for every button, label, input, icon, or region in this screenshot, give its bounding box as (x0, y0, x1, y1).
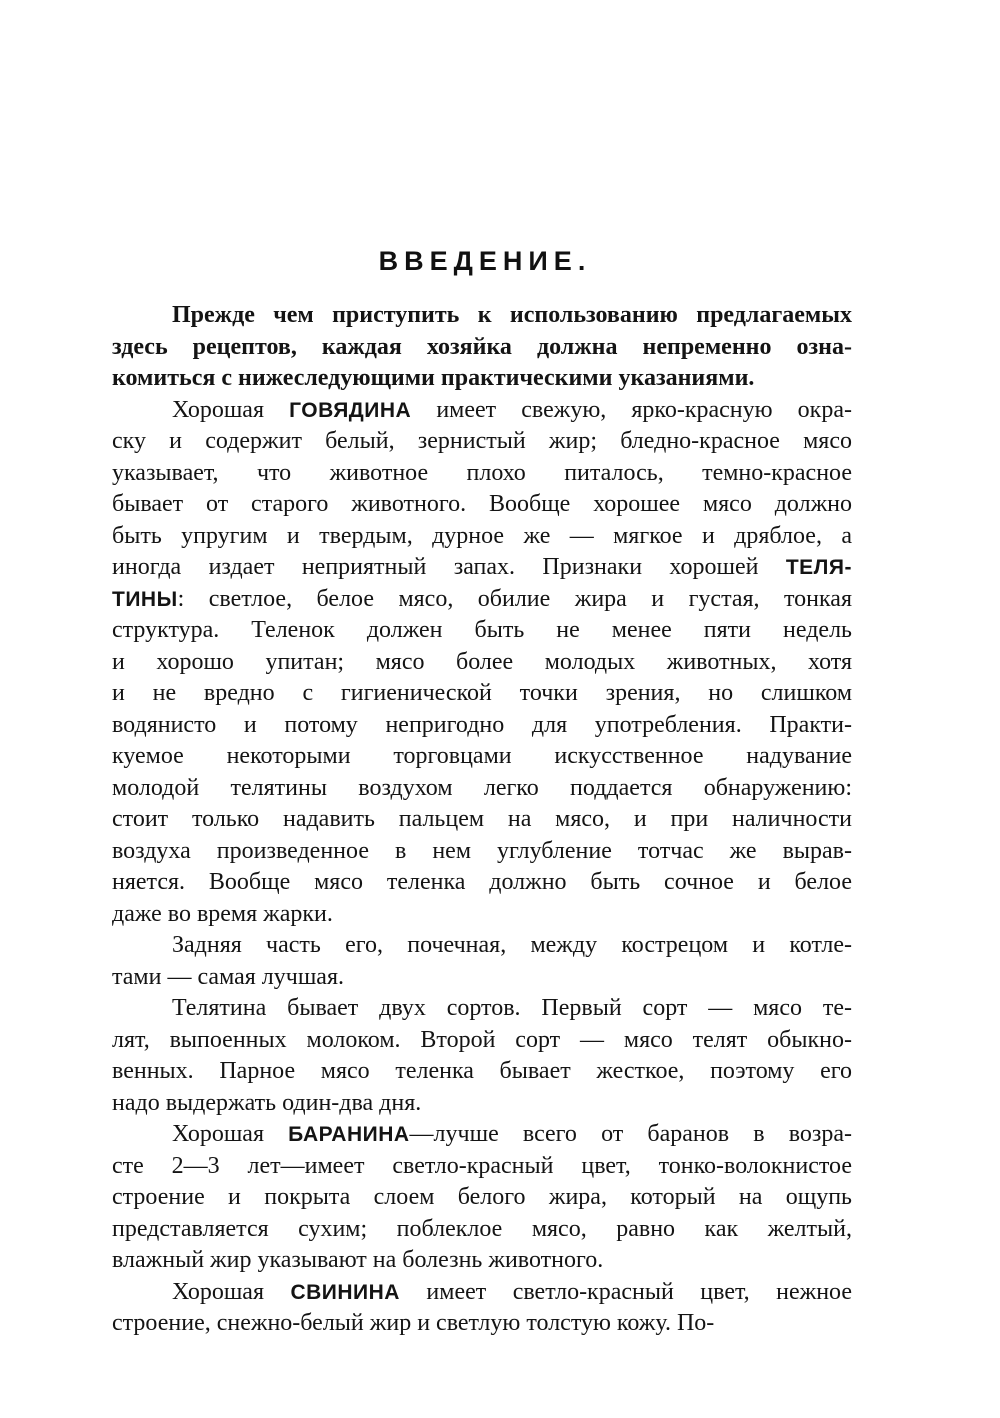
text-line: структура. Теленок должен быть не менее пяти недель (112, 617, 852, 643)
paragraph (112, 993, 852, 1119)
paragraph (112, 1277, 852, 1340)
text-line (112, 395, 852, 427)
text-line: представляется сухим; поблеклое мясо, равно как желтый, (112, 1215, 852, 1242)
body-text (112, 300, 852, 1340)
paragraph (112, 930, 852, 993)
text-run: —лучше всего от баранов в возра- (409, 1121, 853, 1147)
text-line (112, 1277, 852, 1309)
page-title: ВВЕДЕНИЕ. (378, 246, 592, 276)
text-line: указывает, что животное плохо питалось, темно-красное (112, 459, 852, 486)
text-line: молодой телятины воздухом легко поддается обнаружению: (112, 774, 852, 801)
text-run: иногда издает неприятный запах. Признаки хорошей (112, 554, 786, 580)
text-run: Хорошая (172, 1278, 291, 1305)
text-line: и хорошо упитан; мясо более молодых животных, хотя (112, 648, 852, 675)
text-run: Хорошая (172, 1121, 289, 1147)
text-run: имеет светло-красный цвет, нежное (399, 1278, 852, 1305)
text-line: строение и покрыта слоем белого жира, который на ощупь (112, 1184, 852, 1210)
text-line: влажный жир указывают на болезнь животного. (112, 1247, 604, 1273)
text-line: няется. Вообще мясо теленка должно быть сочное и белое (112, 869, 852, 895)
text-line: ску и содержит белый, зернистый жир; бледно-красное мясо (112, 428, 852, 454)
text-line: воздуха произведенное в нем углубление тотчас же вырав- (112, 837, 852, 864)
text-run: имеет свежую, ярко-красную окра- (411, 396, 852, 423)
text-line: здесь рецептов, каждая хозяйка должна непременно озна- (112, 333, 852, 360)
text-line: строение, снежно-белый жир и светлую толстую кожу. По- (112, 1310, 715, 1336)
text-line: куемое некоторыми торговцами искусственное надувание (112, 743, 852, 769)
paragraph (112, 395, 852, 931)
text-line: и не вредно с гигиенической точки зрения, но слишком (112, 680, 852, 706)
paragraph (112, 1119, 852, 1277)
text-line: даже во время жарки. (112, 900, 333, 927)
text-line: венных. Парное мясо теленка бывает жесткое, поэтому его (112, 1058, 852, 1084)
text-run: : светлое, белое мясо, обилие жира и густая, тонкая (177, 585, 852, 612)
emphasized-term: БАРАНИНА (288, 1123, 410, 1146)
text-line: Задняя часть его, почечная, между кострецом и котле- (172, 932, 852, 958)
emphasized-term: СВИНИНА (290, 1280, 400, 1304)
text-line: бывает от старого животного. Вообще хорошее мясо должно (112, 491, 852, 517)
emphasized-term: ГОВЯДИНА (289, 398, 412, 422)
text-line: лят, выпоенных молоком. Второй сорт — мясо телят обыкно- (112, 1026, 852, 1053)
text-line: Прежде чем приступить к использованию предлагаемых (172, 302, 852, 328)
text-line (112, 1119, 852, 1151)
text-line: надо выдержать один-два дня. (112, 1089, 422, 1116)
text-line: тами — самая лучшая. (112, 963, 344, 990)
emphasized-term: ТЕЛЯ- (785, 556, 852, 579)
text-line: стоит только надавить пальцем на мясо, и при наличности (112, 806, 852, 832)
text-line: водянисто и потому непригодно для употребления. Практи- (112, 711, 852, 738)
text-line (112, 552, 852, 584)
emphasized-term: ТИНЫ (112, 587, 178, 611)
text-line: Телятина бывает двух сортов. Первый сорт — мясо те- (172, 995, 852, 1021)
text-line: комиться с нижеследующими практическими указаниями. (112, 365, 755, 391)
text-line (112, 584, 852, 616)
text-run: Хорошая (172, 396, 290, 423)
text-line: быть упругим и твердым, дурное же — мягкое и дряблое, а (112, 522, 852, 549)
paragraph (112, 300, 852, 395)
text-line: сте 2—3 лет—имеет светло-красный цвет, тонко-волокнистое (112, 1152, 852, 1179)
